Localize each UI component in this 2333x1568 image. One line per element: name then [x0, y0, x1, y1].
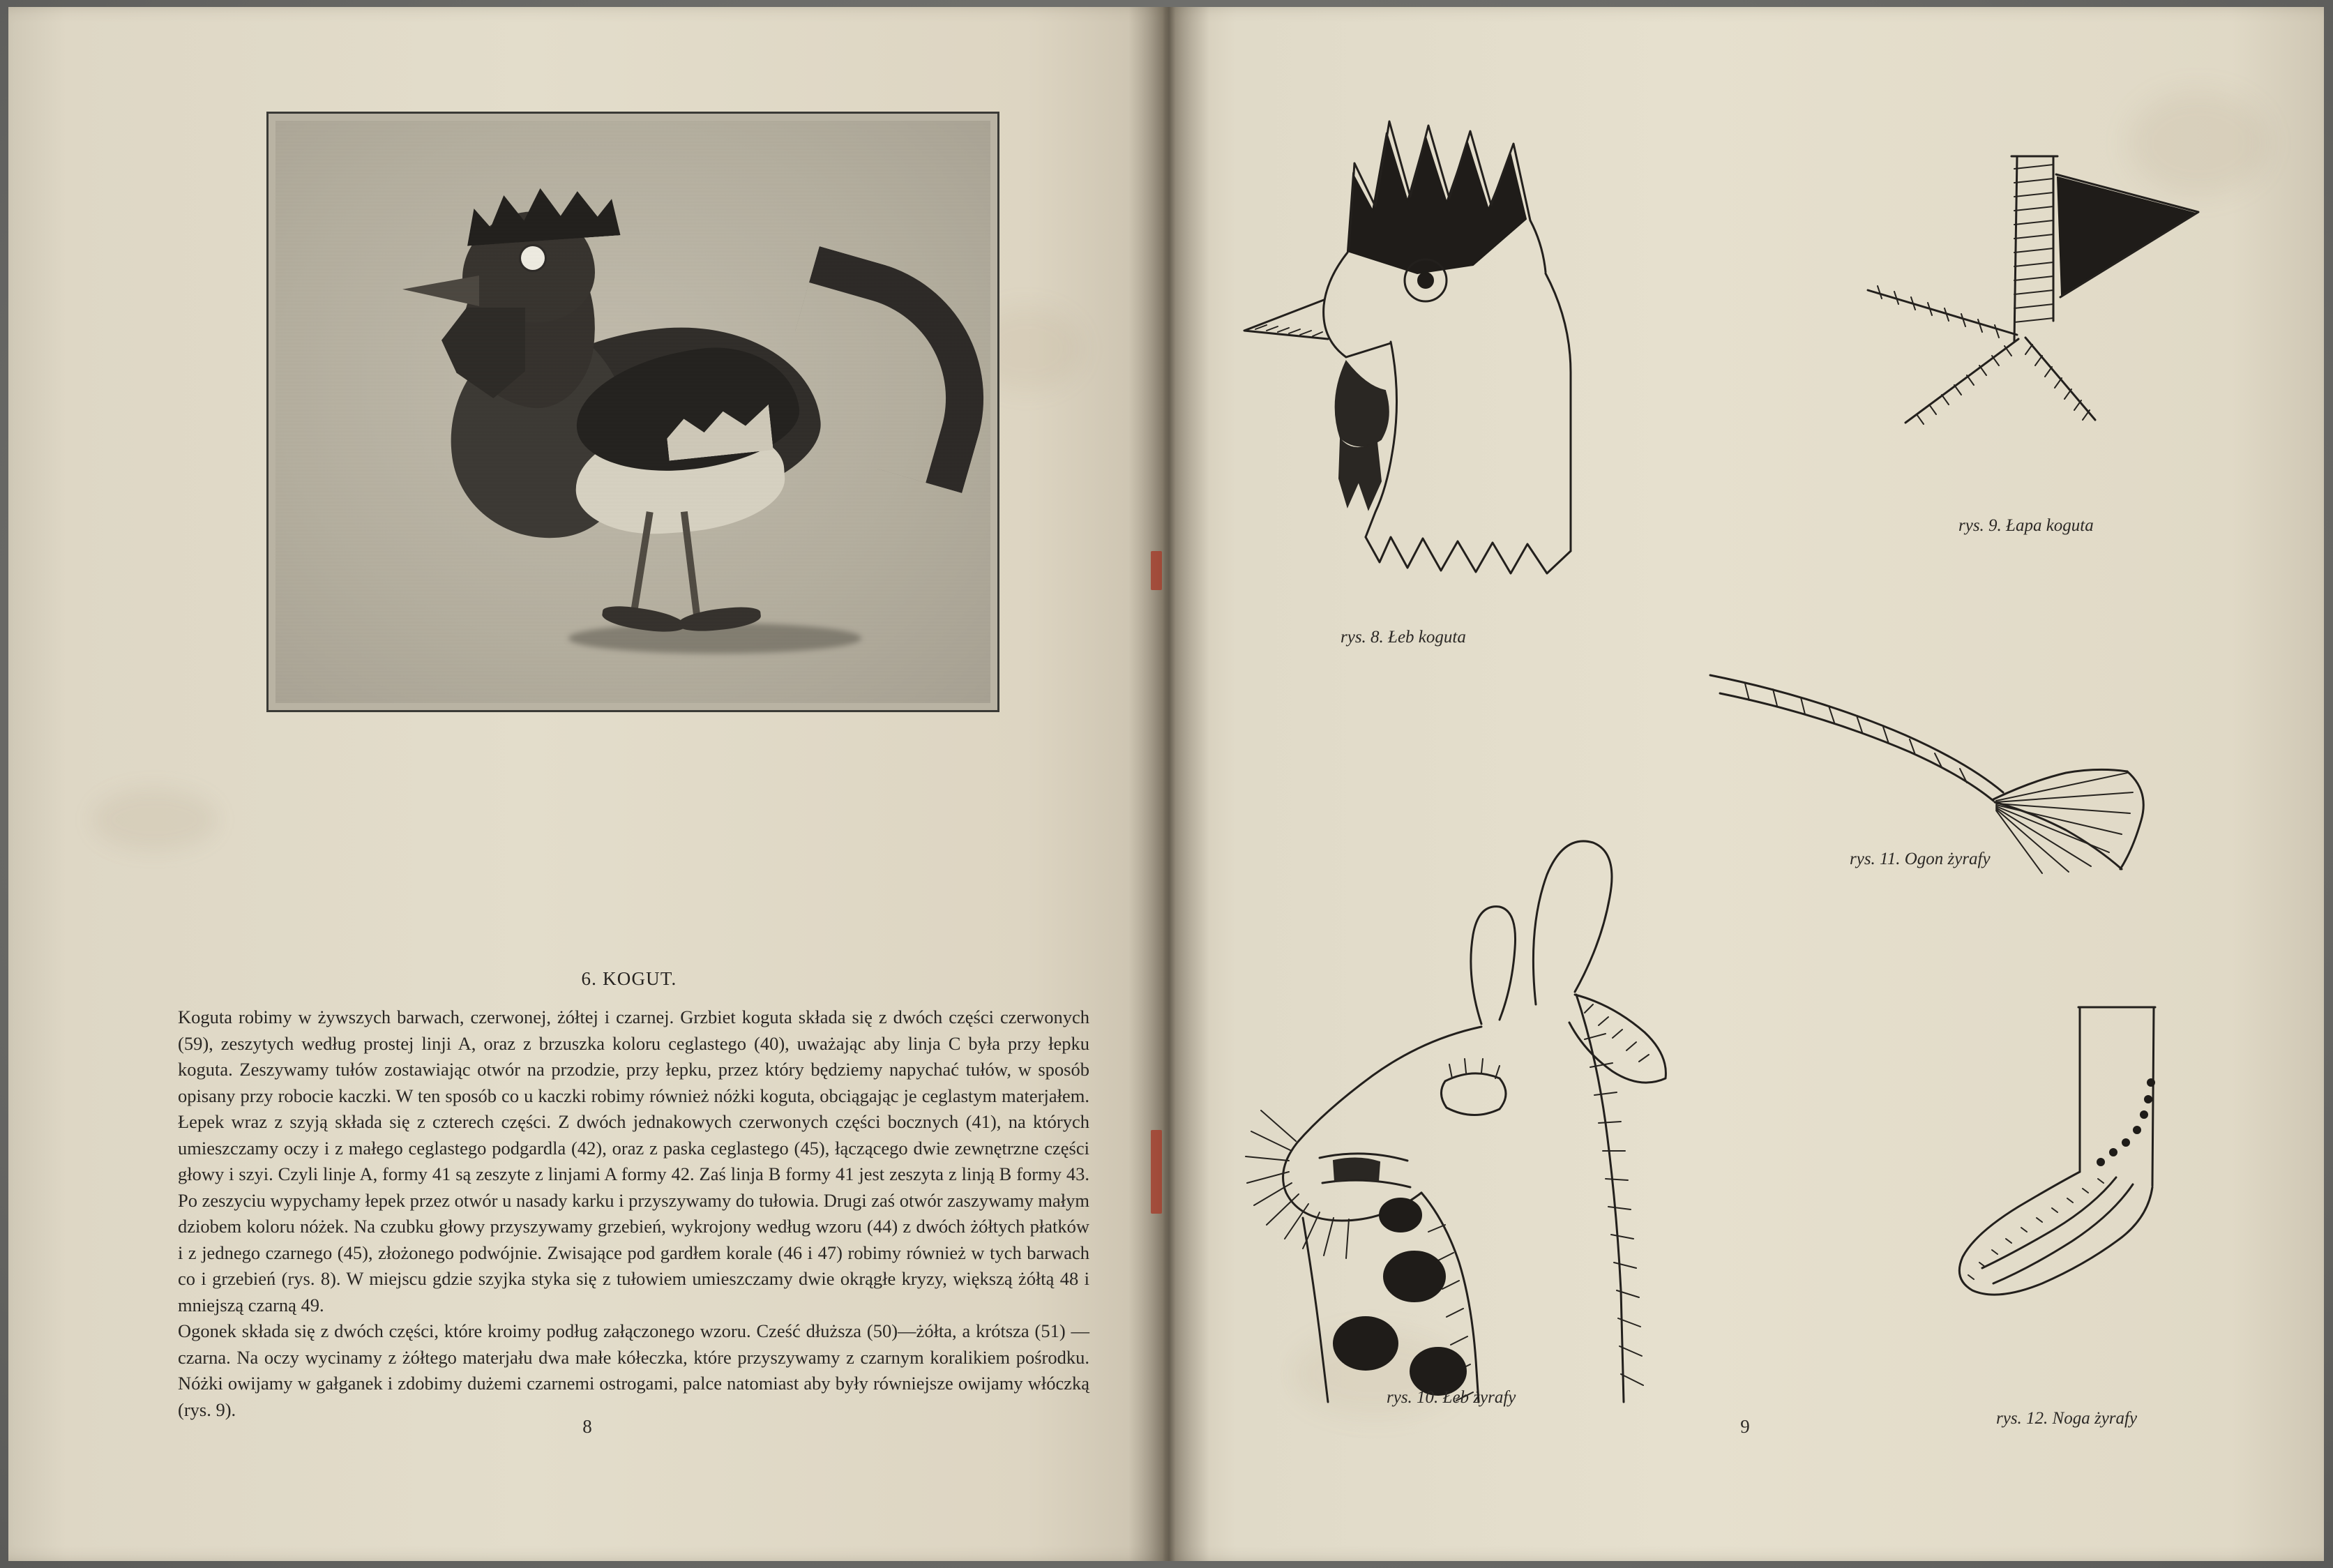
snout-fringe: [1246, 1110, 1349, 1258]
left-page: [8, 7, 1166, 1561]
head-front-outline: [1324, 252, 1391, 357]
leg-yarn-hatching: [2014, 165, 2053, 322]
paragraph-1: Koguta robimy w żywszych barwach, czerwonej, żółtej i czarnej. Grzbiet koguta składa się z dwóch części czerwonych (59), zeszytych według prostej linji A, oraz z brzuszka koloru ceglastego (40), uważając aby linja C była przy łepku koguta. Zeszywamy tułów zostawiając otwór na przodzie, przy łepku, przez który będziemy napychać tułów, w sposób opisany przy robocie kaczki. W ten sposób co u kaczki robimy również nóżki koguta, obciągając je ceglastym materjałem. Łepek wraz z szyją składa się z czterech części. Z dwóch jednakowych czerwonych części bocznych (41), na których umieszczamy oczy i z małego ceglastego podgardla (42), oraz z paska ceglastego (45), łączącego dwie zewnętrzne części głowy i szyi. Czyli linje A, formy 41 są zeszyte z linjami A formy 42. Zaś linja B formy 41 jest zeszyta z linją B formy 43. Po zeszyciu wypychamy łepek przez otwór u nasady karku i przyszywamy do tułowia. Drugi zaś otwór zaszywamy małym dziobem koloru nóżek. Na czubku głowy przyszywamy grzebień, wykrojony według wzoru (44) z dwóch żółtych płatków i z jednego czarnego (45), złożonego podwójnie. Zwisające pod gardłem korale (46 i 47) robimy również w tych barwach co i grzebień (rys. 8). W miejscu gdzie szyjka styka się z tułowiem umieszczamy dwie okrągłe kryzy, większą żółtą 48 i mniejszą czarną 49.: [178, 1007, 1089, 1316]
tail-stitching: [1745, 684, 1967, 783]
rooster-head-svg: [1243, 91, 1689, 621]
photograph-image: [275, 121, 990, 703]
neck-back: [1576, 995, 1624, 1402]
horn-right: [1533, 841, 1612, 1004]
mouth-band-fill: [1334, 1158, 1380, 1182]
hoof-stitch-dot: [2134, 1126, 2141, 1133]
neck-back-outline: [1546, 273, 1571, 551]
comb-tip-line: [1530, 220, 1546, 272]
spur-shape: [2058, 177, 2196, 294]
giraffe-spot: [1380, 1198, 1421, 1232]
giraffe-head-drawing: [1236, 830, 1808, 1416]
rooster-eye: [521, 246, 545, 270]
hoof-stitch-dot: [2122, 1139, 2129, 1146]
hoof-stitch-dot: [2145, 1096, 2152, 1103]
right-page: [1166, 7, 2324, 1561]
rooster-head-drawing: [1243, 91, 1689, 647]
eye-pupil: [1418, 273, 1433, 288]
tail-lower-edge: [1720, 693, 1993, 801]
body-text: [178, 1004, 1089, 1423]
ear-shape: [1569, 995, 1666, 1083]
binding-staple: [1151, 1130, 1162, 1214]
giraffe-leg-drawing: [1871, 997, 2247, 1430]
hoof-stitch-dot: [2147, 1079, 2154, 1086]
leg-shank-left: [2014, 158, 2017, 342]
body-left-edge: [1303, 1218, 1328, 1402]
paper-stain: [92, 788, 218, 851]
toe-left: [1905, 339, 2018, 423]
giraffe-head-svg: [1236, 830, 1808, 1416]
rooster-foot-drawing: [1780, 133, 2212, 551]
toe-right-hatching: [2025, 345, 2090, 420]
hoof-inner-line-2: [1993, 1184, 2133, 1283]
paragraph-2: Ogonek składa się z dwóch części, które kroimy podług załączonego wzoru. Cześć dłuższa (50)—żółta, a krótsza (51) — czarna. Na oczy wycinamy z żółtego materjału dwa małe kółeczka, które przyszywamy z czarnym koralikiem pośrodku. Nóżki owijamy w gałganek i zdobimy dużemi czarnemi ostrogami, palce natomiast aby były równiejsze owijamy włóczką (rys. 9).: [178, 1320, 1089, 1420]
tuft-outer-edge: [2120, 771, 2143, 869]
wattle-lower: [1339, 439, 1381, 509]
rooster-beak: [402, 276, 479, 306]
leg-front-line: [2152, 1009, 2154, 1186]
beak-outline: [1244, 300, 1328, 339]
giraffe-leg-svg: [1871, 997, 2247, 1430]
hoof-stitch-dot: [2110, 1149, 2117, 1156]
wattle-shape: [1336, 361, 1389, 446]
page-number-right: 9: [1740, 1416, 1750, 1437]
figure-caption-11: rys. 11. Ogon żyrafy: [1850, 850, 1991, 868]
binding-staple: [1151, 551, 1162, 590]
toe-left-hatching: [1917, 346, 2011, 424]
hoof-stitch-dot: [2141, 1111, 2147, 1118]
rooster-photograph: [266, 112, 999, 712]
section-heading: 6. KOGUT.: [581, 968, 677, 989]
neck-stitching: [1585, 1034, 1643, 1385]
figure-caption-9: rys. 9. Łapa koguta: [1958, 516, 2094, 535]
giraffe-spot: [1334, 1317, 1398, 1370]
giraffe-spot: [1384, 1251, 1445, 1302]
hoof-outline: [1959, 1172, 2152, 1295]
rooster-comb: [463, 179, 620, 246]
tail-upper-edge: [1710, 675, 2003, 792]
eye-shape: [1441, 1073, 1506, 1115]
toe-back: [1868, 290, 2017, 335]
figure-caption-8: rys. 8. Łeb koguta: [1341, 628, 1466, 647]
hoof-stitch-dot: [2097, 1159, 2104, 1166]
page-number-left: 8: [582, 1416, 592, 1437]
neck-bottom-zigzag: [1366, 537, 1571, 573]
figure-caption-12: rys. 12. Noga żyrafy: [1996, 1409, 2138, 1428]
figure-caption-10: rys. 10. Łeb żyrafy: [1387, 1388, 1516, 1407]
head-top-outline: [1297, 1027, 1481, 1143]
horn-left: [1471, 907, 1516, 1024]
toe-right: [2025, 338, 2095, 420]
rooster-foot-svg: [1780, 133, 2212, 551]
